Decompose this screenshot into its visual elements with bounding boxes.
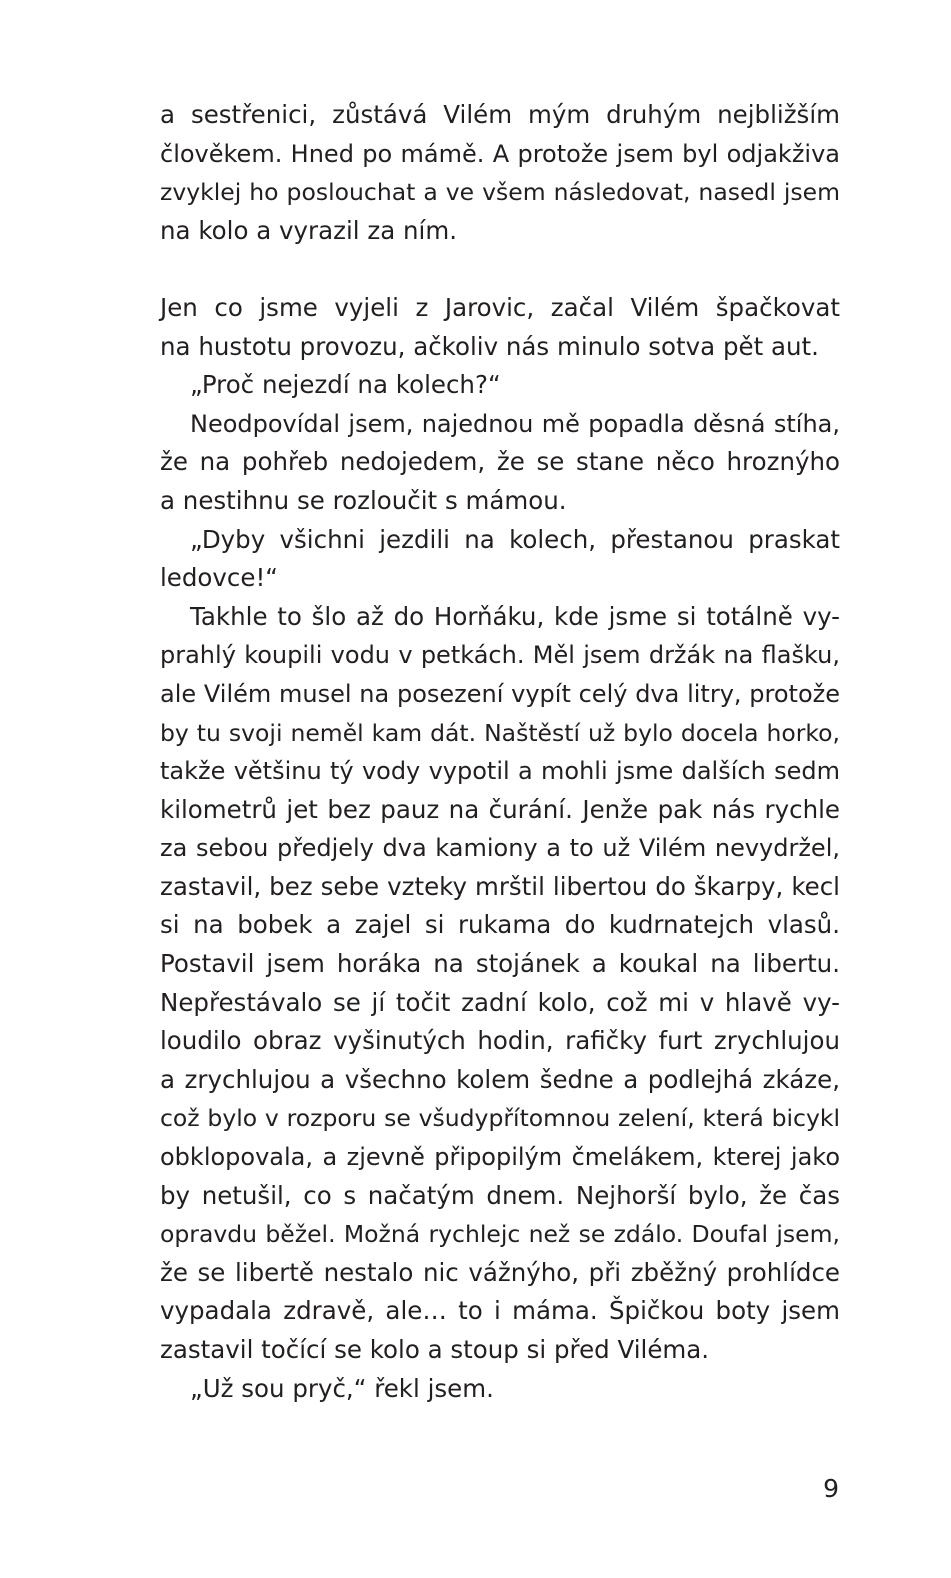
- page-number: 9: [823, 1474, 839, 1503]
- text-line: a nestihnu se rozloučit s mámou.: [160, 485, 567, 515]
- text-line: člověkem. Hned po mámě. A protože jsem byl odjakživa: [160, 139, 840, 168]
- paragraph-gap: [160, 250, 840, 289]
- text-line: Takhle to šlo až do Horňáku, kde jsme si totálně vy-: [190, 601, 840, 631]
- text-line: na kolo a vyrazil za ním.: [160, 215, 458, 245]
- text-line: by netušil, co s načatým dnem. Nejhorší bylo, že čas: [160, 1180, 840, 1210]
- text-line: a sestřenici, zůstává Vilém mým druhým nejbližším: [160, 100, 840, 129]
- text-line: za sebou předjely dva kamiony a to už Vilém nevydržel,: [160, 834, 840, 863]
- text-line: opravdu běžel. Možná rychlejc než se zdálo. Doufal jsem,: [160, 1220, 840, 1249]
- text-line: loudilo obraz vyšinutých hodin, rafičky furt zrychlujou: [160, 1026, 840, 1056]
- text-line: ale Vilém musel na posezení vypít celý dva litry, protože: [160, 679, 840, 708]
- text-line: že na pohřeb nedojedem, že se stane něco hroznýho: [160, 447, 840, 477]
- text-line: prahlý koupili vodu v petkách. Měl jsem držák na flašku,: [160, 641, 840, 670]
- text-line: zastavil točící se kolo a stoup si před Viléma.: [160, 1335, 710, 1364]
- text-line: kilometrů jet bez pauz na čurání. Jenže pak nás rychle: [160, 794, 840, 824]
- text-line: „Proč nejezdí na kolech?“: [190, 370, 501, 400]
- text-line: by tu svoji neměl kam dát. Naštěstí už bylo docela horko,: [160, 718, 840, 747]
- text-line: že se libertě nestalo nic vážnýho, při zběžný prohlídce: [160, 1257, 840, 1287]
- text-line: „Už sou pryč,“ řekl jsem.: [190, 1373, 494, 1403]
- text-line: „Dyby všichni jezdili na kolech, přestanou praskat: [190, 524, 840, 554]
- text-line: a zrychlujou a všechno kolem šedne a podlejhá zkáze,: [160, 1064, 840, 1094]
- page-text: [160, 96, 840, 1408]
- text-line: vypadala zdravě, ale… to i máma. Špičkou boty jsem: [160, 1296, 840, 1326]
- text-line: ledovce!“: [160, 563, 278, 593]
- text-line: zvyklej ho poslouchat a ve všem následovat, nasedl jsem: [160, 178, 840, 207]
- text-line: zastavil, bez sebe vzteky mrštil libertou do škarpy, kecl: [160, 871, 840, 901]
- text-line: Postavil jsem horáka na stojánek a koukal na libertu.: [160, 949, 840, 979]
- text-line: Jen co jsme vyjeli z Jarovic, začal Vilém špačkovat: [160, 292, 840, 322]
- text-line: obklopovala, a zjevně připopilým čmelákem, kterej jako: [160, 1143, 840, 1172]
- text-line: na hustotu provozu, ačkoliv nás minulo sotva pět aut.: [160, 331, 819, 361]
- text-line: Neodpovídal jsem, najednou mě popadla děsná stíha,: [190, 409, 840, 438]
- text-line: si na bobek a zajel si rukama do kudrnatejch vlasů.: [160, 910, 840, 940]
- text-line: což bylo v rozporu se všudypřítomnou zelení, která bicykl: [160, 1104, 840, 1133]
- text-line: Nepřestávalo se jí točit zadní kolo, což mi v hlavě vy-: [160, 987, 840, 1017]
- text-line: takže většinu tý vody vypotil a mohli jsme dalších sedm: [160, 757, 840, 786]
